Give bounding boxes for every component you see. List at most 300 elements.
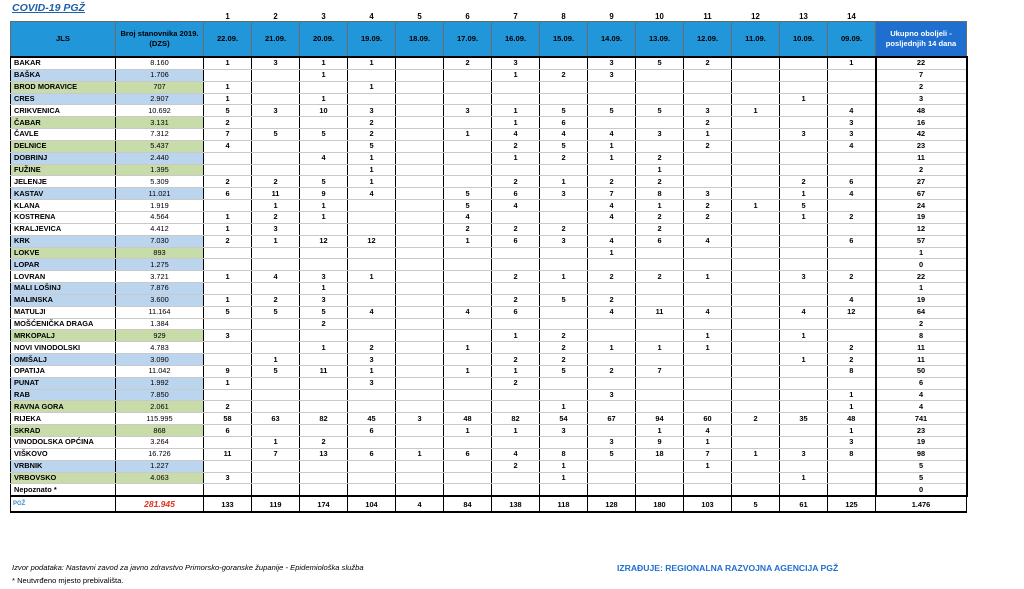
footnote: * Neutvrđeno mjesto prebivališta. bbox=[12, 576, 124, 585]
case-count-cell bbox=[732, 259, 780, 271]
case-count-cell: 1 bbox=[300, 200, 348, 212]
case-count-cell bbox=[828, 318, 876, 330]
case-count-cell bbox=[444, 152, 492, 164]
case-count-cell: 3 bbox=[588, 57, 636, 69]
case-count-cell bbox=[300, 472, 348, 484]
case-count-cell bbox=[636, 69, 684, 81]
case-count-cell: 2 bbox=[828, 342, 876, 354]
case-count-cell: 1 bbox=[204, 211, 252, 223]
case-count-cell: 3 bbox=[588, 69, 636, 81]
case-count-cell bbox=[204, 283, 252, 295]
case-count-cell bbox=[684, 176, 732, 188]
case-count-cell: 1 bbox=[348, 365, 396, 377]
case-count-cell: 2 bbox=[828, 271, 876, 283]
case-count-cell: 2 bbox=[588, 365, 636, 377]
case-count-cell: 2 bbox=[828, 211, 876, 223]
case-count-cell bbox=[732, 235, 780, 247]
case-count-cell bbox=[396, 377, 444, 389]
case-count-cell: 2 bbox=[444, 223, 492, 235]
jls-name: KASTAV bbox=[11, 188, 116, 200]
case-count-cell bbox=[732, 176, 780, 188]
case-count-cell: 2 bbox=[444, 57, 492, 69]
case-count-cell: 1 bbox=[204, 93, 252, 105]
case-count-cell bbox=[492, 389, 540, 401]
case-count-cell bbox=[828, 472, 876, 484]
table-row bbox=[11, 200, 967, 212]
case-count-cell bbox=[204, 389, 252, 401]
case-count-cell bbox=[588, 377, 636, 389]
case-count-cell bbox=[396, 389, 444, 401]
case-count-cell bbox=[588, 472, 636, 484]
table-row bbox=[11, 105, 967, 117]
header-date: 19.09. bbox=[348, 22, 396, 58]
case-count-cell bbox=[252, 140, 300, 152]
case-count-cell: 3 bbox=[588, 437, 636, 449]
case-count-cell bbox=[828, 81, 876, 93]
case-count-cell: 4 bbox=[588, 306, 636, 318]
case-count-cell bbox=[396, 117, 444, 129]
case-count-cell bbox=[492, 259, 540, 271]
case-count-cell bbox=[348, 484, 396, 496]
case-count-cell bbox=[492, 437, 540, 449]
case-count-cell bbox=[684, 401, 732, 413]
row-total-cell: 19 bbox=[876, 211, 967, 223]
case-count-cell bbox=[780, 283, 828, 295]
case-count-cell: 3 bbox=[348, 377, 396, 389]
case-count-cell bbox=[828, 223, 876, 235]
row-total-cell: 11 bbox=[876, 152, 967, 164]
row-total-cell: 741 bbox=[876, 413, 967, 425]
case-count-cell bbox=[204, 318, 252, 330]
population-cell: 3.264 bbox=[116, 437, 204, 449]
case-count-cell: 2 bbox=[492, 176, 540, 188]
row-total-cell: 98 bbox=[876, 448, 967, 460]
case-count-cell: 94 bbox=[636, 413, 684, 425]
row-total-cell: 1 bbox=[876, 247, 967, 259]
case-count-cell: 1 bbox=[684, 342, 732, 354]
case-count-cell bbox=[732, 69, 780, 81]
case-count-cell bbox=[300, 164, 348, 176]
case-count-cell bbox=[300, 81, 348, 93]
case-count-cell bbox=[732, 152, 780, 164]
case-count-cell bbox=[588, 484, 636, 496]
case-count-cell bbox=[828, 484, 876, 496]
case-count-cell bbox=[348, 223, 396, 235]
case-count-cell: 1 bbox=[780, 472, 828, 484]
case-count-cell bbox=[828, 69, 876, 81]
day-total-cell: 128 bbox=[588, 496, 636, 512]
row-total-cell: 7 bbox=[876, 69, 967, 81]
case-count-cell bbox=[492, 401, 540, 413]
population-cell: 868 bbox=[116, 425, 204, 437]
case-count-cell: 6 bbox=[444, 448, 492, 460]
case-count-cell bbox=[300, 140, 348, 152]
case-count-cell: 6 bbox=[348, 425, 396, 437]
case-count-cell: 12 bbox=[348, 235, 396, 247]
table-row bbox=[11, 472, 967, 484]
case-count-cell bbox=[684, 259, 732, 271]
case-count-cell: 1 bbox=[780, 354, 828, 366]
case-count-cell bbox=[396, 211, 444, 223]
table-row bbox=[11, 306, 967, 318]
case-count-cell: 1 bbox=[300, 69, 348, 81]
case-count-cell bbox=[348, 437, 396, 449]
case-count-cell: 5 bbox=[444, 188, 492, 200]
case-count-cell bbox=[540, 484, 588, 496]
day-total-cell: 180 bbox=[636, 496, 684, 512]
case-count-cell bbox=[348, 401, 396, 413]
case-count-cell bbox=[252, 69, 300, 81]
case-count-cell: 1 bbox=[636, 342, 684, 354]
case-count-cell bbox=[684, 354, 732, 366]
case-count-cell: 60 bbox=[684, 413, 732, 425]
case-count-cell: 3 bbox=[204, 330, 252, 342]
row-total-cell: 48 bbox=[876, 105, 967, 117]
case-count-cell: 1 bbox=[204, 223, 252, 235]
case-count-cell bbox=[780, 389, 828, 401]
case-count-cell: 2 bbox=[204, 401, 252, 413]
row-total-cell: 19 bbox=[876, 437, 967, 449]
population-cell: 1.919 bbox=[116, 200, 204, 212]
jls-name: LOVRAN bbox=[11, 271, 116, 283]
jls-name: JELENJE bbox=[11, 176, 116, 188]
table-row bbox=[11, 437, 967, 449]
row-total-cell: 4 bbox=[876, 401, 967, 413]
case-count-cell: 5 bbox=[204, 105, 252, 117]
case-count-cell bbox=[252, 389, 300, 401]
case-count-cell bbox=[492, 484, 540, 496]
jls-name: RAB bbox=[11, 389, 116, 401]
case-count-cell: 2 bbox=[540, 223, 588, 235]
population-cell: 115.995 bbox=[116, 413, 204, 425]
case-count-cell bbox=[492, 247, 540, 259]
case-count-cell: 4 bbox=[540, 129, 588, 141]
case-count-cell: 3 bbox=[492, 57, 540, 69]
case-count-cell bbox=[684, 69, 732, 81]
case-count-cell bbox=[252, 425, 300, 437]
case-count-cell: 4 bbox=[492, 448, 540, 460]
case-count-cell bbox=[396, 129, 444, 141]
case-count-cell bbox=[444, 354, 492, 366]
case-count-cell: 1 bbox=[492, 105, 540, 117]
row-total-cell: 24 bbox=[876, 200, 967, 212]
case-count-cell bbox=[300, 484, 348, 496]
case-count-cell: 11 bbox=[636, 306, 684, 318]
case-count-cell bbox=[684, 152, 732, 164]
table-row bbox=[11, 259, 967, 271]
case-count-cell: 3 bbox=[444, 105, 492, 117]
case-count-cell bbox=[444, 81, 492, 93]
case-count-cell: 1 bbox=[732, 105, 780, 117]
case-count-cell bbox=[780, 81, 828, 93]
case-count-cell bbox=[252, 283, 300, 295]
case-count-cell bbox=[540, 377, 588, 389]
case-count-cell bbox=[684, 283, 732, 295]
header-date: 16.09. bbox=[492, 22, 540, 58]
case-count-cell bbox=[204, 152, 252, 164]
case-count-cell bbox=[732, 472, 780, 484]
case-count-cell bbox=[348, 259, 396, 271]
totals-row bbox=[11, 496, 967, 512]
case-count-cell bbox=[300, 377, 348, 389]
case-count-cell: 2 bbox=[684, 211, 732, 223]
case-count-cell: 1 bbox=[204, 271, 252, 283]
row-total-cell: 5 bbox=[876, 460, 967, 472]
case-count-cell: 4 bbox=[588, 211, 636, 223]
case-count-cell bbox=[300, 330, 348, 342]
header-date: 14.09. bbox=[588, 22, 636, 58]
case-count-cell bbox=[396, 140, 444, 152]
case-count-cell bbox=[396, 401, 444, 413]
case-count-cell bbox=[732, 247, 780, 259]
case-count-cell bbox=[780, 105, 828, 117]
case-count-cell: 2 bbox=[540, 342, 588, 354]
case-count-cell bbox=[444, 472, 492, 484]
case-count-cell: 48 bbox=[828, 413, 876, 425]
case-count-cell bbox=[780, 164, 828, 176]
case-count-cell bbox=[732, 164, 780, 176]
case-count-cell: 5 bbox=[540, 140, 588, 152]
case-count-cell: 6 bbox=[204, 188, 252, 200]
case-count-cell bbox=[540, 437, 588, 449]
case-count-cell: 1 bbox=[588, 152, 636, 164]
case-count-cell: 5 bbox=[636, 105, 684, 117]
case-count-cell: 1 bbox=[252, 437, 300, 449]
day-total-cell: 138 bbox=[492, 496, 540, 512]
case-count-cell bbox=[444, 377, 492, 389]
case-count-cell bbox=[252, 401, 300, 413]
case-count-cell: 2 bbox=[252, 176, 300, 188]
day-total-cell: 133 bbox=[204, 496, 252, 512]
case-count-cell bbox=[588, 425, 636, 437]
case-count-cell bbox=[540, 93, 588, 105]
case-count-cell: 11 bbox=[252, 188, 300, 200]
case-count-cell: 1 bbox=[780, 188, 828, 200]
case-count-cell bbox=[396, 188, 444, 200]
case-count-cell: 2 bbox=[348, 342, 396, 354]
jls-name: VRBOVSKO bbox=[11, 472, 116, 484]
table-row bbox=[11, 69, 967, 81]
population-cell: 7.312 bbox=[116, 129, 204, 141]
column-number: 12 bbox=[751, 11, 760, 21]
case-count-cell: 11 bbox=[300, 365, 348, 377]
case-count-cell: 6 bbox=[540, 117, 588, 129]
table-row bbox=[11, 354, 967, 366]
case-count-cell bbox=[204, 342, 252, 354]
case-count-cell: 2 bbox=[204, 117, 252, 129]
case-count-cell: 1 bbox=[492, 117, 540, 129]
case-count-cell: 1 bbox=[492, 69, 540, 81]
case-count-cell: 2 bbox=[300, 318, 348, 330]
case-count-cell: 2 bbox=[636, 152, 684, 164]
case-count-cell: 5 bbox=[252, 306, 300, 318]
case-count-cell bbox=[396, 354, 444, 366]
case-count-cell: 1 bbox=[684, 271, 732, 283]
population-cell: 11.164 bbox=[116, 306, 204, 318]
population-cell: 4.564 bbox=[116, 211, 204, 223]
case-count-cell: 4 bbox=[780, 306, 828, 318]
case-count-cell bbox=[828, 377, 876, 389]
case-count-cell: 1 bbox=[348, 81, 396, 93]
case-count-cell: 1 bbox=[492, 152, 540, 164]
case-count-cell bbox=[204, 247, 252, 259]
case-count-cell bbox=[780, 460, 828, 472]
case-count-cell: 4 bbox=[444, 306, 492, 318]
case-count-cell bbox=[348, 93, 396, 105]
case-count-cell bbox=[732, 460, 780, 472]
case-count-cell: 6 bbox=[492, 188, 540, 200]
case-count-cell: 1 bbox=[684, 129, 732, 141]
row-total-cell: 57 bbox=[876, 235, 967, 247]
case-count-cell bbox=[396, 93, 444, 105]
population-cell: 893 bbox=[116, 247, 204, 259]
table-row bbox=[11, 57, 967, 69]
case-count-cell: 2 bbox=[684, 200, 732, 212]
case-count-cell bbox=[540, 211, 588, 223]
case-count-cell: 8 bbox=[828, 448, 876, 460]
case-count-cell bbox=[396, 200, 444, 212]
table-row bbox=[11, 223, 967, 235]
grand-total-cell: 1.476 bbox=[876, 496, 967, 512]
case-count-cell bbox=[780, 425, 828, 437]
day-total-cell: 61 bbox=[780, 496, 828, 512]
case-count-cell bbox=[444, 117, 492, 129]
population-cell: 11.021 bbox=[116, 188, 204, 200]
case-count-cell bbox=[252, 484, 300, 496]
table-row bbox=[11, 401, 967, 413]
case-count-cell bbox=[732, 117, 780, 129]
case-count-cell: 1 bbox=[252, 235, 300, 247]
case-count-cell: 6 bbox=[828, 176, 876, 188]
case-count-cell: 2 bbox=[252, 211, 300, 223]
case-count-cell: 12 bbox=[828, 306, 876, 318]
case-count-cell: 2 bbox=[780, 176, 828, 188]
row-total-cell: 8 bbox=[876, 330, 967, 342]
case-count-cell bbox=[780, 57, 828, 69]
case-count-cell: 82 bbox=[300, 413, 348, 425]
case-count-cell: 2 bbox=[252, 294, 300, 306]
case-count-cell bbox=[396, 472, 444, 484]
case-count-cell bbox=[588, 117, 636, 129]
case-count-cell: 3 bbox=[636, 129, 684, 141]
row-total-cell: 23 bbox=[876, 140, 967, 152]
case-count-cell: 2 bbox=[540, 354, 588, 366]
case-count-cell bbox=[300, 247, 348, 259]
case-count-cell: 2 bbox=[204, 235, 252, 247]
case-count-cell: 3 bbox=[300, 271, 348, 283]
table-row bbox=[11, 389, 967, 401]
column-number: 2 bbox=[273, 11, 278, 21]
jls-name: CRIKVENICA bbox=[11, 105, 116, 117]
source-note: Izvor podataka: Nastavni zavod za javno zdravstvo Primorsko-goranske županije - Epidemiološka služba bbox=[12, 563, 364, 572]
case-count-cell bbox=[444, 330, 492, 342]
case-count-cell bbox=[348, 211, 396, 223]
row-total-cell: 12 bbox=[876, 223, 967, 235]
table-row bbox=[11, 235, 967, 247]
population-cell: 1.275 bbox=[116, 259, 204, 271]
case-count-cell bbox=[204, 69, 252, 81]
case-count-cell bbox=[348, 200, 396, 212]
case-count-cell bbox=[396, 330, 444, 342]
case-count-cell bbox=[636, 283, 684, 295]
case-count-cell bbox=[636, 354, 684, 366]
jls-name: LOKVE bbox=[11, 247, 116, 259]
case-count-cell: 1 bbox=[828, 425, 876, 437]
case-count-cell: 7 bbox=[204, 129, 252, 141]
row-total-cell: 42 bbox=[876, 129, 967, 141]
jls-name: MOŠĆENIČKA DRAGA bbox=[11, 318, 116, 330]
case-count-cell: 3 bbox=[540, 425, 588, 437]
population-cell: 3.600 bbox=[116, 294, 204, 306]
case-count-cell bbox=[684, 484, 732, 496]
case-count-cell bbox=[252, 460, 300, 472]
day-total-cell: 4 bbox=[396, 496, 444, 512]
row-total-cell: 16 bbox=[876, 117, 967, 129]
case-count-cell bbox=[732, 81, 780, 93]
case-count-cell: 5 bbox=[540, 294, 588, 306]
case-count-cell: 67 bbox=[588, 413, 636, 425]
case-count-cell: 3 bbox=[252, 223, 300, 235]
case-count-cell bbox=[780, 401, 828, 413]
case-count-cell bbox=[780, 318, 828, 330]
case-count-cell bbox=[636, 247, 684, 259]
case-count-cell: 3 bbox=[828, 129, 876, 141]
case-count-cell: 4 bbox=[348, 306, 396, 318]
table-row bbox=[11, 188, 967, 200]
case-count-cell bbox=[396, 164, 444, 176]
case-count-cell bbox=[252, 93, 300, 105]
jls-name: MALI LOŠINJ bbox=[11, 283, 116, 295]
case-count-cell bbox=[588, 81, 636, 93]
case-count-cell: 2 bbox=[636, 211, 684, 223]
case-count-cell bbox=[828, 283, 876, 295]
table-row bbox=[11, 81, 967, 93]
jls-name: KLANA bbox=[11, 200, 116, 212]
column-number-row bbox=[11, 11, 967, 22]
case-count-cell bbox=[732, 389, 780, 401]
case-count-cell: 1 bbox=[540, 472, 588, 484]
jls-name: NOVI VINODOLSKI bbox=[11, 342, 116, 354]
population-cell: 11.042 bbox=[116, 365, 204, 377]
case-count-cell: 4 bbox=[588, 235, 636, 247]
case-count-cell bbox=[252, 152, 300, 164]
case-count-cell bbox=[780, 259, 828, 271]
row-total-cell: 2 bbox=[876, 164, 967, 176]
case-count-cell bbox=[732, 354, 780, 366]
case-count-cell: 5 bbox=[252, 129, 300, 141]
case-count-cell bbox=[540, 164, 588, 176]
case-count-cell: 1 bbox=[300, 283, 348, 295]
case-count-cell bbox=[492, 164, 540, 176]
day-total-cell: 125 bbox=[828, 496, 876, 512]
case-count-cell bbox=[732, 129, 780, 141]
case-count-cell bbox=[732, 294, 780, 306]
case-count-cell bbox=[204, 484, 252, 496]
case-count-cell: 6 bbox=[492, 306, 540, 318]
case-count-cell: 8 bbox=[636, 188, 684, 200]
case-count-cell: 45 bbox=[348, 413, 396, 425]
case-count-cell: 1 bbox=[636, 200, 684, 212]
row-total-cell: 67 bbox=[876, 188, 967, 200]
case-count-cell bbox=[540, 306, 588, 318]
case-count-cell bbox=[636, 259, 684, 271]
case-count-cell: 1 bbox=[732, 200, 780, 212]
jls-name: VIŠKOVO bbox=[11, 448, 116, 460]
case-count-cell bbox=[540, 283, 588, 295]
case-count-cell bbox=[300, 117, 348, 129]
population-cell: 4.412 bbox=[116, 223, 204, 235]
header-date: 10.09. bbox=[780, 22, 828, 58]
